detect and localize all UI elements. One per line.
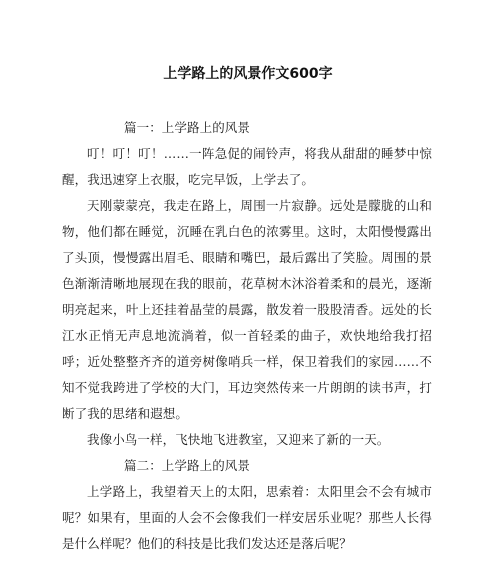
paragraph: 我像小鸟一样，飞快地飞进教室，又迎来了新的一天。 [87,432,390,447]
paragraph: 天刚蒙蒙亮，我走在路上，周围一片寂静。远处是朦胧的山和物，他们都在睡觉，沉睡在乳白色的浓雾里。这时，太阳慢慢露出了头顶，慢慢露出眉毛、眼睛和嘴巴，最后露出了笑脸。周围的景色渐渐清晰地展现在我的眼前，花草树木沐浴着柔和的晨光，逐渐明亮起来，叶上还挂着晶莹的晨露，散发着一股股清香。远处的长江水正悄无声息地流淌着，似一首轻柔的曲子，欢快地给我打招呼；近处整整齐齐的道旁树像哨兵一样，保卫着我们的家园……不知不觉我跨进了学校的大门，耳边突然传来一片朗朗的读书声，打断了我的思绪和遐想。 [62,198,432,421]
paragraph: 叮！叮！叮！……一阵急促的闹铃声，将我从甜甜的睡梦中惊醒，我迅速穿上衣服，吃完早饭，上学去了。 [62,146,432,187]
document-body [62,115,432,557]
document-title: 上学路上的风景作文600字 [163,66,333,82]
paragraph: 上学路上，我望着天上的太阳，思索着：太阳里会不会有城市呢？如果有，里面的人会不会像我们一样安居乐业呢？那些人长得是什么样呢？他们的科技是比我们发达还是落后呢？ [62,484,432,551]
section-heading-2: 篇二：上学路上的风景 [124,458,251,473]
section-heading-1: 篇一：上学路上的风景 [124,120,251,135]
